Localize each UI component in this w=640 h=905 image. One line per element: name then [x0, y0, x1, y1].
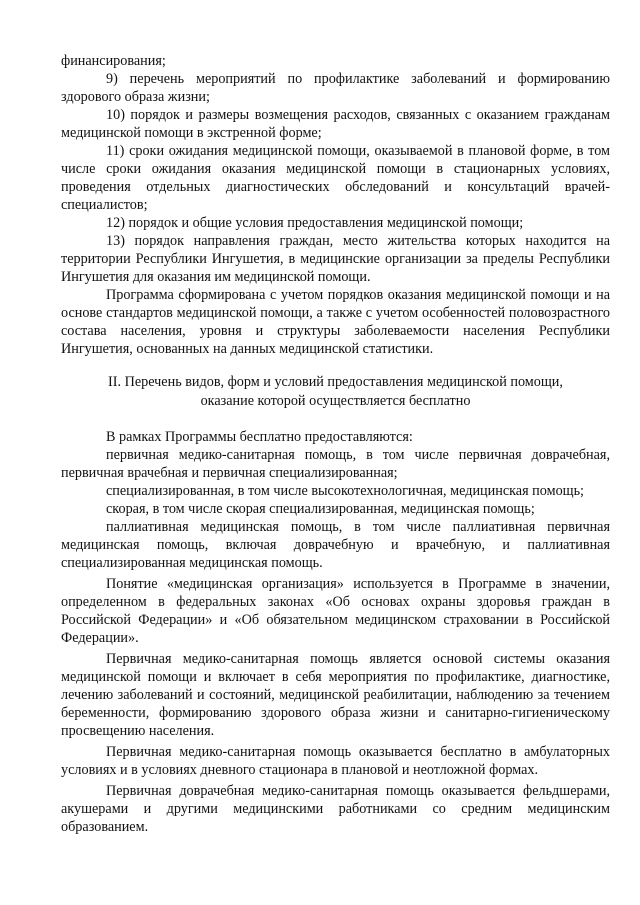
list-item-9: 9) перечень мероприятий по профилактике заболеваний и формированию здорового образа жизни; [61, 71, 610, 105]
list-item-12: 12) порядок и общие условия предоставления медицинской помощи; [106, 215, 524, 231]
paragraph-primary-care-basis: Первичная медико-санитарная помощь является основой системы оказания медицинской помощи и включает в себя мероприятия по профилактике, диагностике, лечению заболеваний и состояний, медицинской реабилитации, наблюдению за течением беременности, формированию здорового образа жизни и санитарно-гигиеническому просвещению населения. [61, 651, 610, 739]
paragraph-primary-care-free: Первичная медико-санитарная помощь оказывается бесплатно в амбулаторных условиях и в условиях дневного стационара в плановой и неотложной формах. [61, 744, 610, 778]
section-heading [61, 373, 610, 411]
list-item-palliative-care: паллиативная медицинская помощь, в том числе паллиативная первичная медицинская помощь, включая доврачебную и врачебную, и паллиативная специализированная медицинская помощь. [61, 519, 610, 571]
list-item-11: 11) сроки ожидания медицинской помощи, оказываемой в плановой форме, в том числе сроки ожидания оказания медицинской помощи в стационарных условиях, проведения отдельных диагностических обследований и консультаций врачей-специалистов; [61, 143, 610, 213]
paragraph-medical-organization: Понятие «медицинская организация» используется в Программе в значении, определенном в федеральных законах «Об основах охраны здоровья граждан в Российской Федерации» и «Об обязательном медицинском страховании в Российской Федерации». [61, 576, 610, 646]
list-item-specialized-care: специализированная, в том числе высокотехнологичная, медицинская помощь; [106, 483, 584, 499]
section-heading-line-2: оказание которой осуществляется бесплатно [200, 393, 471, 409]
list-item-primary-care: первичная медико-санитарная помощь, в том числе первичная доврачебная, первичная врачебная и первичная специализированная; [61, 447, 610, 481]
list-item-13: 13) порядок направления граждан, место жительства которых находится на территории Республики Ингушетия, в медицинские организации за пределы Республики Ингушетия для оказания им медицинской помощи. [61, 233, 610, 285]
paragraph-program-basis: Программа сформирована с учетом порядков оказания медицинской помощи и на основе стандартов медицинской помощи, а также с учетом особенностей половозрастного состава населения, уровня и структуры заболеваемости населения Республики Ингушетия, основанных на данных медицинской статистики. [61, 287, 610, 357]
list-item-10: 10) порядок и размеры возмещения расходов, связанных с оказанием гражданам медицинской помощи в экстренной форме; [61, 107, 610, 141]
section-heading-line-1: II. Перечень видов, форм и условий предоставления медицинской помощи, [108, 374, 563, 390]
paragraph-free-services-intro: В рамках Программы бесплатно предоставляются: [106, 429, 413, 445]
paragraph-pre-doctor-care: Первичная доврачебная медико-санитарная помощь оказывается фельдшерами, акушерами и другими медицинскими работниками со средним медицинским образованием. [61, 783, 610, 835]
paragraph-continuation: финансирования; [61, 53, 166, 69]
list-item-emergency-care: скорая, в том числе скорая специализированная, медицинская помощь; [106, 501, 535, 517]
